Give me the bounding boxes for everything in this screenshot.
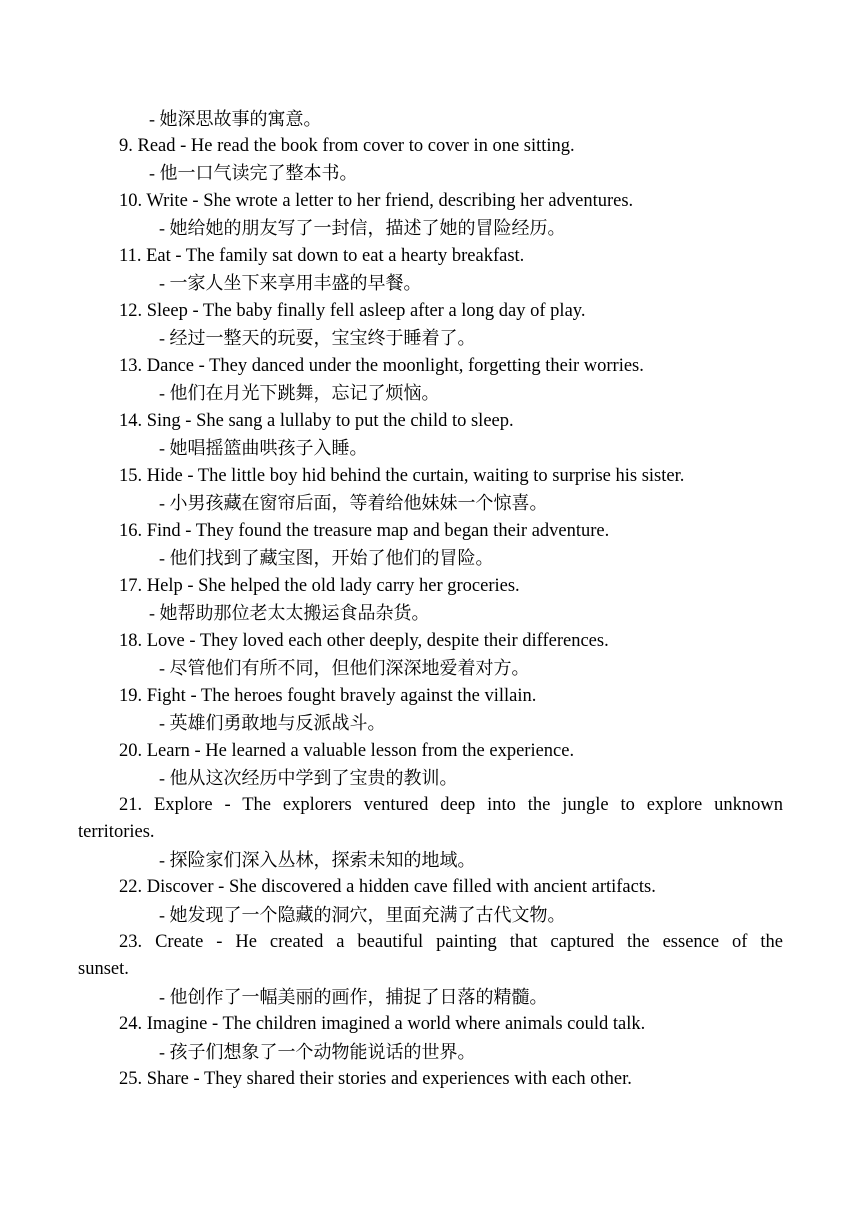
translation-line: - 他创作了一幅美丽的画作，捕捉了日落的精髓。 [159, 987, 548, 1007]
translation-line: - 她发现了一个隐藏的洞穴，里面充满了古代文物。 [159, 905, 566, 925]
translation-line: - 他一口气读完了整本书。 [149, 163, 358, 183]
verb-example-line: 18. Love - They loved each other deeply, despite their differences. [119, 631, 609, 651]
verb-example-line: 22. Discover - She discovered a hidden cave filled with ancient artifacts. [119, 877, 656, 897]
translation-line: - 英雄们勇敢地与反派战斗。 [159, 713, 386, 733]
translation-line: - 孩子们想象了一个动物能说话的世界。 [159, 1042, 476, 1062]
translation-line: - 一家人坐下来享用丰盛的早餐。 [159, 273, 422, 293]
translation-line: - 他们找到了藏宝图，开始了他们的冒险。 [159, 548, 494, 568]
verb-example-line: 11. Eat - The family sat down to eat a hearty breakfast. [119, 246, 525, 266]
verb-example-line: 21. Explore - The explorers ventured deep into the jungle to explore unknown [119, 795, 783, 815]
verb-example-line: 9. Read - He read the book from cover to cover in one sitting. [119, 136, 575, 156]
translation-line: - 她帮助那位老太太搬运食品杂货。 [149, 603, 430, 623]
verb-example-line: 10. Write - She wrote a letter to her friend, describing her adventures. [119, 191, 634, 211]
verb-example-line: 12. Sleep - The baby finally fell asleep after a long day of play. [119, 301, 586, 321]
translation-line: - 她深思故事的寓意。 [149, 109, 322, 129]
translation-line: - 他从这次经历中学到了宝贵的教训。 [159, 768, 458, 788]
translation-line: - 他们在月光下跳舞，忘记了烦恼。 [159, 383, 440, 403]
verb-example-line: 15. Hide - The little boy hid behind the curtain, waiting to surprise his sister. [119, 466, 685, 486]
translation-line: - 经过一整天的玩耍，宝宝终于睡着了。 [159, 328, 476, 348]
translation-line: - 她给她的朋友写了一封信，描述了她的冒险经历。 [159, 218, 566, 238]
verb-example-line: 16. Find - They found the treasure map and began their adventure. [119, 521, 610, 541]
translation-line: - 小男孩藏在窗帘后面，等着给他妹妹一个惊喜。 [159, 493, 548, 513]
verb-example-continuation: sunset. [78, 959, 129, 979]
verb-example-line: 20. Learn - He learned a valuable lesson from the experience. [119, 741, 575, 761]
verb-example-line: 23. Create - He created a beautiful painting that captured the essence of the [119, 932, 783, 952]
verb-example-continuation: territories. [78, 822, 155, 842]
translation-line: - 尽管他们有所不同，但他们深深地爱着对方。 [159, 658, 530, 678]
verb-example-line: 25. Share - They shared their stories and experiences with each other. [119, 1069, 632, 1089]
translation-line: - 她唱摇篮曲哄孩子入睡。 [159, 438, 368, 458]
translation-line: - 探险家们深入丛林，探索未知的地域。 [159, 850, 476, 870]
verb-example-line: 14. Sing - She sang a lullaby to put the child to sleep. [119, 411, 514, 431]
verb-example-line: 13. Dance - They danced under the moonlight, forgetting their worries. [119, 356, 644, 376]
verb-example-line: 24. Imagine - The children imagined a world where animals could talk. [119, 1014, 646, 1034]
verb-example-line: 19. Fight - The heroes fought bravely against the villain. [119, 686, 537, 706]
verb-example-line: 17. Help - She helped the old lady carry her groceries. [119, 576, 520, 596]
